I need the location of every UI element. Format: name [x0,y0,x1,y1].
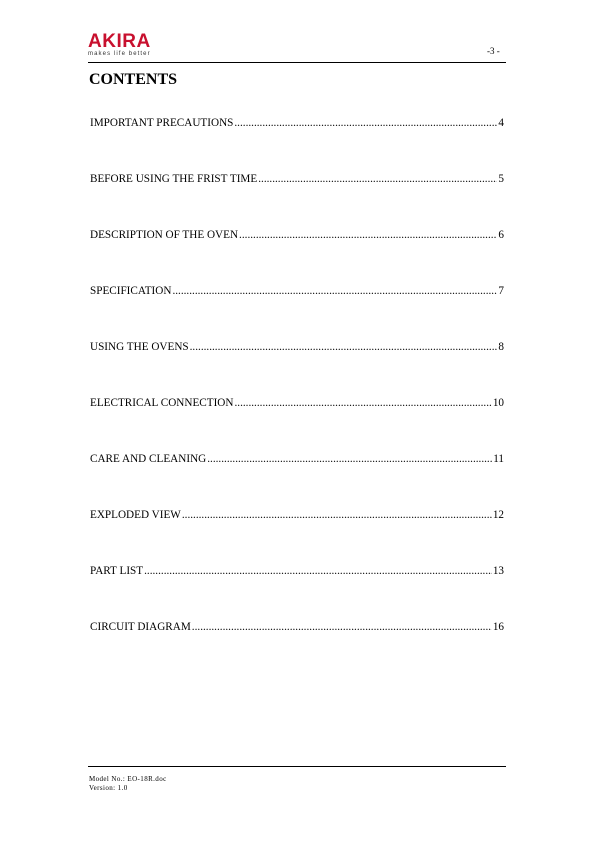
toc-entry-page: 8 [498,341,504,353]
logo-name: AKIRA [88,31,151,52]
toc-entry-page: 5 [498,173,504,185]
toc-leader-dots [190,340,498,354]
toc-entry-text: CIRCUIT DIAGRAM [90,621,191,633]
footer-model: Model No.: EO-18R.doc [89,775,167,783]
toc-leader-dots [144,564,492,578]
toc-entry-electrical-connection[interactable] [90,396,504,452]
page-number: -3 - [487,46,500,56]
toc-leader-dots [172,284,497,298]
toc-entry-text: DESCRIPTION OF THE OVEN [90,229,239,241]
footer [89,775,167,793]
toc-leader-dots [182,508,492,522]
toc-leader-dots [258,172,497,186]
toc-entry-important-precautions[interactable] [90,116,504,172]
toc-leader-dots [207,452,492,466]
footer-divider [88,766,506,767]
toc-entry-using-the-ovens[interactable] [90,340,504,396]
toc-entry-specification[interactable] [90,284,504,340]
toc-entry-page: 13 [492,565,504,577]
toc-leader-dots [239,228,497,242]
logo-tagline: makes life better [88,51,151,57]
toc-entry-text: CARE AND CLEANING [90,453,207,465]
toc-entry-page: 7 [498,285,504,297]
toc-entry-before-using[interactable] [90,172,504,228]
table-of-contents [90,116,504,676]
toc-entry-exploded-view[interactable] [90,508,504,564]
toc-entry-text: SPECIFICATION [90,285,172,297]
toc-entry-text: USING THE OVENS [90,341,189,353]
toc-entry-description[interactable] [90,228,504,284]
toc-entry-text: BEFORE USING THE FRIST TIME [90,173,258,185]
footer-version: Version: 1.0 [89,784,128,792]
toc-entry-text: PART LIST [90,565,144,577]
toc-entry-page: 10 [492,397,504,409]
toc-entry-page: 6 [498,229,504,241]
toc-entry-care-and-cleaning[interactable] [90,452,504,508]
toc-entry-page: 12 [492,509,504,521]
toc-leader-dots [234,116,497,130]
toc-entry-text: IMPORTANT PRECAUTIONS [90,117,234,129]
toc-leader-dots [234,396,491,410]
toc-entry-page: 11 [493,453,504,465]
toc-leader-dots [192,620,492,634]
header-divider [88,62,506,63]
toc-entry-page: 16 [492,621,504,633]
brand-logo [88,33,151,58]
page-title: CONTENTS [89,71,178,88]
toc-entry-part-list[interactable] [90,564,504,620]
toc-entry-text: ELECTRICAL CONNECTION [90,397,234,409]
toc-entry-circuit-diagram[interactable] [90,620,504,676]
toc-entry-text: EXPLODED VIEW [90,509,181,521]
toc-entry-page: 4 [498,117,504,129]
